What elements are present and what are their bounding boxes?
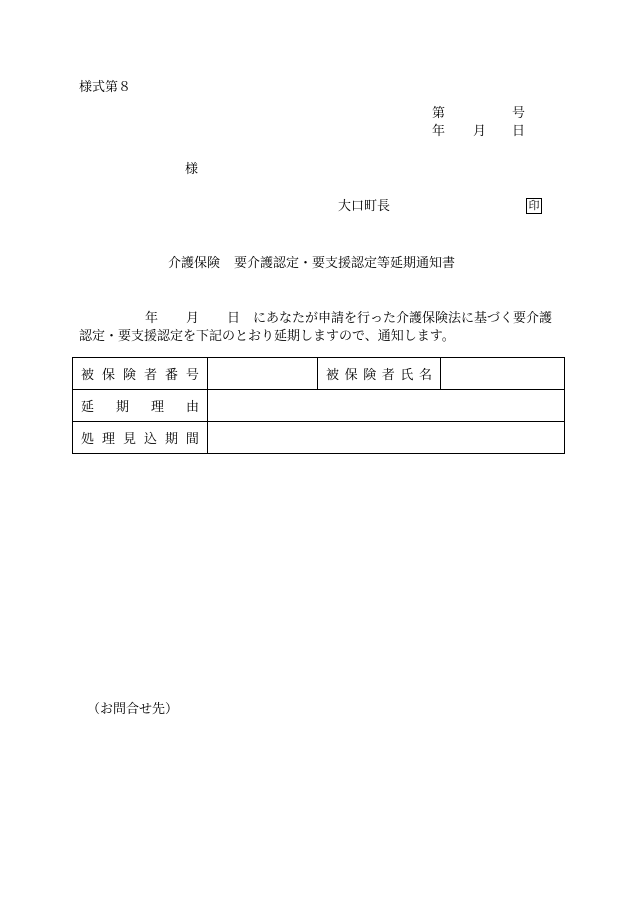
inquiry-label: （お問合せ先） <box>87 702 179 717</box>
body-text: にあなたが申請を行った介護保険法に基づく要介護認定・要支援認定を下記のとおり延期しますので、通知します。 <box>79 311 553 344</box>
insured-number-label: 被 保 険 者 番 号 <box>73 358 208 390</box>
date-day: 日 <box>512 124 526 139</box>
insured-number-value[interactable] <box>208 358 318 390</box>
addressee: 様 <box>185 162 199 177</box>
form-number: 様式第８ <box>79 80 132 95</box>
postpone-reason-label: 延 期 理 由 <box>73 390 208 422</box>
date-month: 月 <box>473 124 487 139</box>
date-year: 年 <box>432 124 446 139</box>
table-row <box>73 422 565 454</box>
expected-period-value[interactable] <box>208 422 565 454</box>
postpone-reason-value[interactable] <box>208 390 565 422</box>
info-table <box>72 357 565 454</box>
body-paragraph <box>79 310 559 346</box>
seal-mark: 印 <box>526 198 542 214</box>
document-title <box>168 256 455 272</box>
body-month: 月 <box>186 311 200 326</box>
title-part-1: 介護保険 <box>168 256 221 271</box>
sender: 大口町長 <box>338 199 391 214</box>
insured-name-value[interactable] <box>441 358 565 390</box>
title-part-2: 要介護認定・要支援認定等延期通知書 <box>234 256 456 271</box>
doc-number-prefix: 第 <box>432 106 446 121</box>
insured-name-label: 被 保 険 者 氏 名 <box>318 358 441 390</box>
table-row <box>73 390 565 422</box>
doc-number-suffix: 号 <box>512 106 526 121</box>
body-year: 年 <box>145 311 159 326</box>
body-day: 日 <box>227 311 241 326</box>
expected-period-label: 処 理 見 込 期 間 <box>73 422 208 454</box>
table-row <box>73 358 565 390</box>
